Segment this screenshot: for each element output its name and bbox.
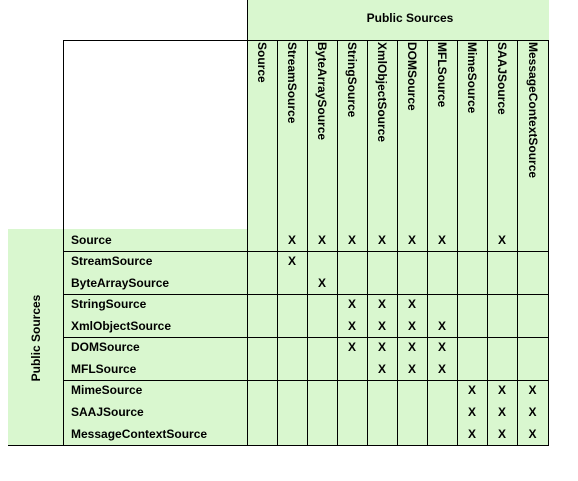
matrix-cell <box>397 423 427 445</box>
matrix-cell <box>427 251 457 272</box>
column-header-label: StringSource <box>345 42 359 118</box>
matrix-cell: X <box>528 427 537 441</box>
matrix-cell <box>247 423 277 445</box>
matrix-cell: X <box>287 254 296 268</box>
matrix-cell <box>247 294 277 315</box>
grid-line <box>427 40 428 446</box>
matrix-cell <box>247 401 277 423</box>
matrix-cell: X <box>497 383 506 397</box>
matrix-cell <box>307 294 337 315</box>
matrix-cell: X <box>407 233 416 247</box>
column-header-label: XmlObjectSource <box>375 42 389 143</box>
matrix-cell <box>337 380 367 401</box>
matrix-cell: X <box>497 405 506 419</box>
matrix-cell: X <box>467 427 476 441</box>
matrix-cell <box>397 401 427 423</box>
matrix-cell <box>247 251 277 272</box>
column-group-label: Public Sources <box>366 11 454 25</box>
matrix-cell <box>517 315 548 337</box>
matrix-cell <box>397 251 427 272</box>
matrix-cell <box>427 423 457 445</box>
matrix-cell <box>277 272 307 294</box>
row-label: DOMSource <box>71 340 140 354</box>
row-group-label <box>8 229 63 446</box>
matrix-cell: X <box>407 340 416 354</box>
matrix-cell <box>427 401 457 423</box>
matrix-cell <box>277 401 307 423</box>
matrix-cell: X <box>377 297 386 311</box>
matrix-cell <box>397 380 427 401</box>
matrix-cell <box>247 337 277 358</box>
matrix-cell <box>277 380 307 401</box>
matrix-cell <box>487 337 517 358</box>
row-label: StreamSource <box>71 254 153 268</box>
column-header-label: DOMSource <box>405 42 419 111</box>
group-separator-line <box>63 337 549 338</box>
matrix-cell <box>487 251 517 272</box>
grid-line <box>307 40 308 446</box>
matrix-cell: X <box>287 233 296 247</box>
matrix-cell <box>457 337 487 358</box>
matrix-cell: X <box>497 233 506 247</box>
matrix-cell <box>457 272 487 294</box>
row-label: Source <box>71 233 112 247</box>
matrix-cell <box>487 272 517 294</box>
matrix-cell <box>517 272 548 294</box>
matrix-cell: X <box>407 362 416 376</box>
matrix-cell <box>487 358 517 380</box>
matrix-cell <box>277 294 307 315</box>
row-label: XmlObjectSource <box>71 319 172 333</box>
matrix-cell: X <box>317 233 326 247</box>
row-label: ByteArraySource <box>71 276 170 290</box>
matrix-cell: X <box>467 383 476 397</box>
matrix-cell <box>247 315 277 337</box>
matrix-cell: X <box>437 319 446 333</box>
matrix-cell <box>427 294 457 315</box>
matrix-cell <box>277 315 307 337</box>
matrix-cell <box>307 251 337 272</box>
matrix-cell <box>397 272 427 294</box>
matrix-cell <box>247 358 277 380</box>
matrix-cell <box>367 272 397 294</box>
matrix-cell <box>307 401 337 423</box>
matrix-cell <box>457 294 487 315</box>
matrix-cell <box>337 401 367 423</box>
group-separator-line <box>63 294 549 295</box>
matrix-cell <box>517 337 548 358</box>
matrix-cell <box>517 358 548 380</box>
row-label: MFLSource <box>71 362 137 376</box>
matrix-cell: X <box>467 405 476 419</box>
matrix-cell: X <box>347 297 356 311</box>
matrix-cell <box>307 337 337 358</box>
column-header-label: StreamSource <box>285 42 299 124</box>
matrix-cell <box>247 272 277 294</box>
matrix-cell: X <box>497 427 506 441</box>
matrix-cell <box>337 423 367 445</box>
row-group-label-text: Public Sources <box>28 294 43 381</box>
matrix-cell <box>337 272 367 294</box>
column-header-label: MFLSource <box>435 42 449 108</box>
matrix-cell: X <box>347 233 356 247</box>
row-label: MessageContextSource <box>71 427 208 441</box>
column-header <box>277 40 307 229</box>
matrix-cell <box>247 380 277 401</box>
matrix-cell: X <box>347 319 356 333</box>
matrix-cell <box>337 358 367 380</box>
matrix-bottom-line <box>8 445 549 446</box>
column-header-label: SAAJSource <box>495 42 509 115</box>
column-header <box>457 40 487 229</box>
header-top-line <box>63 40 549 41</box>
matrix-cell <box>517 229 548 251</box>
matrix-cell <box>307 423 337 445</box>
matrix-cell: X <box>528 405 537 419</box>
matrix-cell: X <box>407 319 416 333</box>
matrix-cell <box>457 315 487 337</box>
column-header-label: Source <box>255 42 269 83</box>
grid-line <box>337 40 338 446</box>
row-label: SAAJSource <box>71 405 144 419</box>
grid-line <box>397 40 398 446</box>
matrix-cell <box>247 229 277 251</box>
matrix-cell <box>427 380 457 401</box>
matrix-cell: X <box>317 276 326 290</box>
column-header-label: MessageContextSource <box>525 42 540 179</box>
matrix-cell <box>307 358 337 380</box>
column-header <box>397 40 427 229</box>
matrix-cell <box>367 251 397 272</box>
grid-line <box>457 40 458 446</box>
row-label: StringSource <box>71 297 147 311</box>
matrix-cell: X <box>377 233 386 247</box>
row-label: MimeSource <box>71 383 143 397</box>
matrix-cell <box>367 423 397 445</box>
matrix-cell <box>277 423 307 445</box>
matrix-cell <box>307 315 337 337</box>
column-header <box>427 40 457 229</box>
matrix-cell: X <box>377 362 386 376</box>
group-separator-line <box>63 380 549 381</box>
grid-line <box>517 40 518 446</box>
group-separator-line <box>63 251 549 252</box>
matrix-cell <box>307 380 337 401</box>
matrix-cell: X <box>528 383 537 397</box>
matrix-cell: X <box>347 340 356 354</box>
matrix-cell <box>277 337 307 358</box>
matrix-cell <box>457 358 487 380</box>
column-header <box>487 40 517 229</box>
matrix-cell <box>277 358 307 380</box>
column-header <box>517 40 548 229</box>
matrix-cell <box>487 294 517 315</box>
matrix-cell <box>517 251 548 272</box>
matrix-right-line <box>548 40 549 446</box>
matrix-cell <box>337 251 367 272</box>
matrix-cell <box>427 272 457 294</box>
grid-line <box>487 40 488 446</box>
column-header <box>367 40 397 229</box>
matrix-cell: X <box>437 340 446 354</box>
column-header-label: MimeSource <box>465 42 479 114</box>
matrix-cell <box>367 401 397 423</box>
column-header <box>247 40 277 229</box>
column-header <box>337 40 367 229</box>
matrix-cell <box>457 229 487 251</box>
grid-line <box>277 40 278 446</box>
matrix-cell <box>367 380 397 401</box>
matrix-cell: X <box>437 233 446 247</box>
matrix-cell <box>487 315 517 337</box>
matrix-cell <box>517 294 548 315</box>
column-header-label: ByteArraySource <box>315 42 329 141</box>
matrix-cell: X <box>377 340 386 354</box>
matrix-cell: X <box>407 297 416 311</box>
column-header <box>307 40 337 229</box>
matrix-cell: X <box>437 362 446 376</box>
matrix-cell: X <box>377 319 386 333</box>
corner-white-cell <box>63 40 247 229</box>
row-label-left-line <box>63 40 64 446</box>
matrix-cell <box>457 251 487 272</box>
grid-line <box>367 40 368 446</box>
